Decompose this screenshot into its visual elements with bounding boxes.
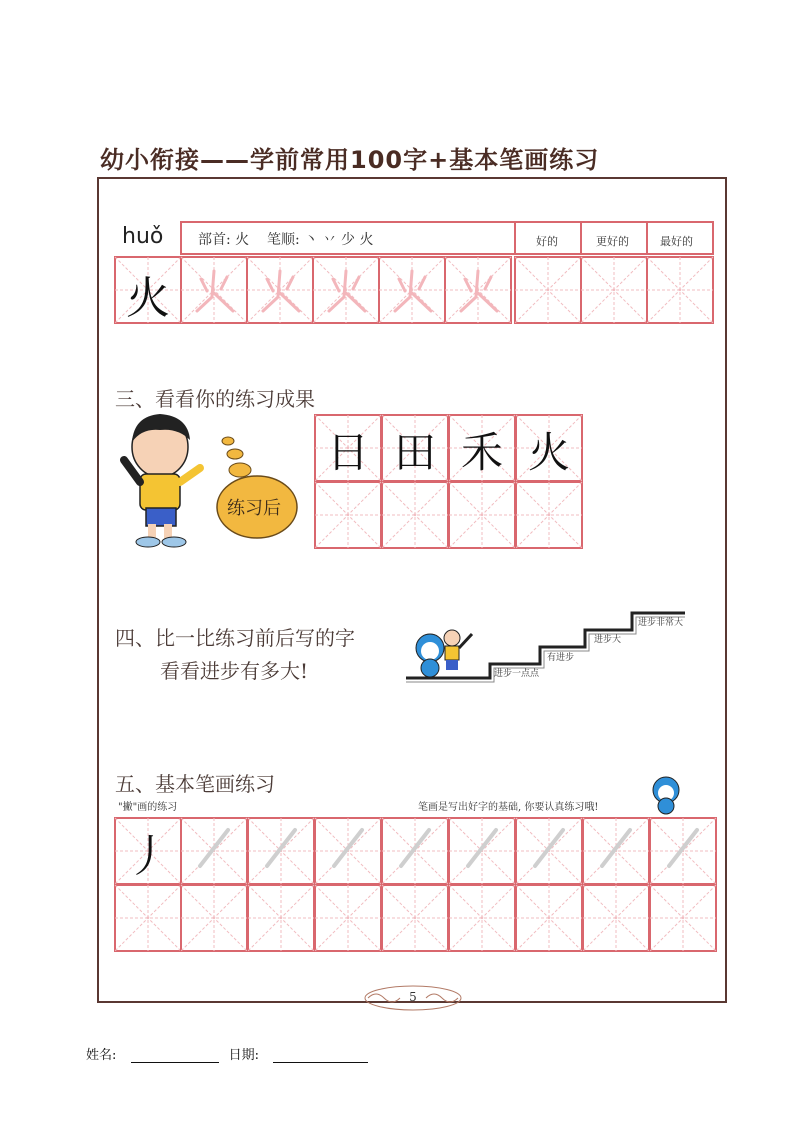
bubble-label: 练习后: [227, 498, 281, 519]
huo-model-character: 火: [126, 273, 170, 324]
result-char-ri: 日: [326, 428, 369, 477]
rating-best: 最好的: [660, 235, 693, 248]
name-label: 姓名:: [86, 1048, 117, 1063]
section4-line1: 四、比一比练习前后写的字: [115, 626, 355, 650]
page-title: 幼小衔接——学前常用100字+基本笔画练习: [100, 146, 600, 174]
step-label-3: 进步大: [594, 635, 622, 645]
date-label: 日期:: [228, 1048, 260, 1063]
pie-model-stroke: 丿: [126, 831, 170, 882]
huo-practice-grid: [115, 257, 713, 323]
name-field[interactable]: [131, 1048, 219, 1063]
rating-better: 更好的: [596, 235, 629, 248]
result-char-tian: 田: [393, 428, 436, 477]
radical-stroke-info: 部首: 火 笔顺: 丶 丷 少 火: [198, 232, 374, 248]
result-char-he: 禾: [460, 428, 503, 477]
page-number: 5: [409, 990, 417, 1004]
rating-good: 好的: [536, 235, 558, 248]
section5-note-right: 笔画是写出好字的基础, 你要认真练习哦!: [418, 802, 599, 813]
doraemon-nobita-illustration: [416, 630, 472, 677]
step-label-4: 进步非常大: [638, 618, 684, 628]
date-field[interactable]: [273, 1048, 368, 1063]
result-char-huo: 火: [527, 428, 570, 477]
section3-heading: 三、看看你的练习成果: [115, 387, 315, 411]
section4-line2: 看看进步有多大!: [160, 659, 309, 683]
step-label-1: 进步一点点: [494, 669, 540, 679]
section5-heading: 五、基本笔画练习: [115, 772, 275, 796]
thought-bubble: [217, 437, 297, 538]
boy-character-illustration: [124, 414, 200, 547]
pinyin-label: huǒ: [122, 224, 164, 249]
footer: [86, 1044, 368, 1063]
section5-note-left: "撇"画的练习: [118, 802, 178, 813]
doraemon-icon: [653, 777, 679, 814]
step-label-2: 有进步: [547, 653, 575, 663]
